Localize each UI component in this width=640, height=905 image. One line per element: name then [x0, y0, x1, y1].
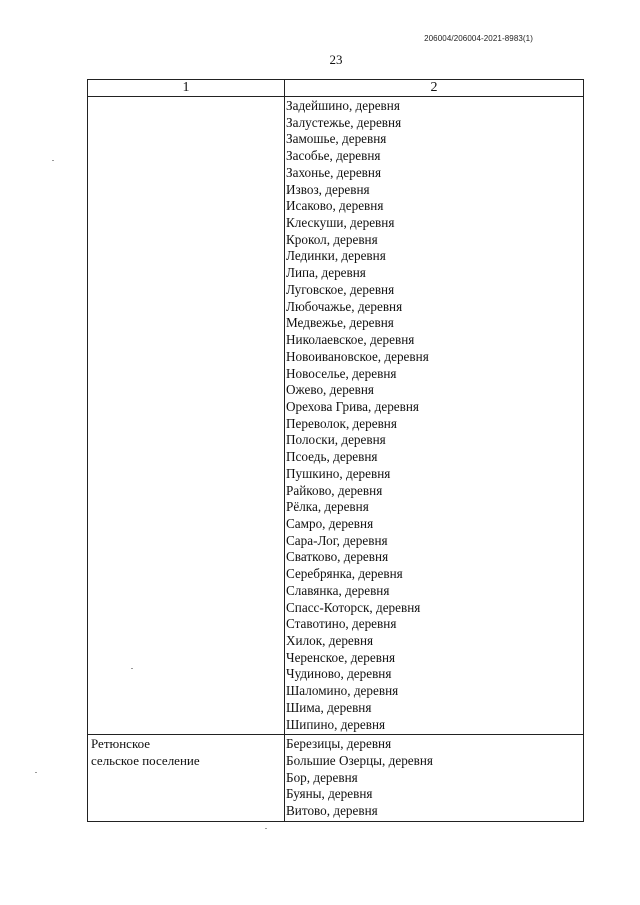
settlement-entry: Орехова Грива, деревня: [286, 398, 419, 414]
settlement-entry: Пушкино, деревня: [286, 465, 391, 481]
settlement-entry: Буяны, деревня: [286, 786, 373, 802]
settlement-entry: Черенское, деревня: [286, 649, 396, 665]
settlement-entry: Рёлка, деревня: [286, 499, 369, 515]
region-name: [88, 735, 284, 769]
settlement-entry: Новоивановское, деревня: [286, 348, 429, 364]
settlement-entry: Клескуши, деревня: [286, 215, 395, 231]
settlement-entry: Задейшино, деревня: [286, 98, 400, 113]
settlement-entry: Большие Озерцы, деревня: [286, 753, 434, 769]
column-header-2: 2: [285, 80, 584, 97]
settlement-entry: Луговское, деревня: [286, 281, 395, 297]
scan-speck: [52, 160, 54, 161]
settlements-table: [87, 79, 584, 822]
table-row: [88, 735, 584, 822]
settlement-entry: Залустежье, деревня: [286, 114, 402, 130]
settlement-entry: Переволок, деревня: [286, 415, 397, 431]
settlement-entry: Витово, деревня: [286, 803, 378, 819]
settlement-entry: Исаково, деревня: [286, 198, 384, 214]
column-header-1: 1: [88, 80, 285, 97]
settlement-entry: Медвежье, деревня: [286, 315, 394, 331]
settlement-entry: Шима, деревня: [286, 699, 372, 715]
settlements-cell: [285, 735, 584, 822]
settlement-entry: Шаломино, деревня: [286, 683, 399, 699]
settlement-entry: Захонье, деревня: [286, 164, 382, 180]
settlement-entry: Райково, деревня: [286, 482, 383, 498]
document-id: 206004/206004-2021-8983(1): [424, 34, 533, 43]
region-name-line: сельское поселение: [91, 753, 200, 769]
settlement-entry: Шипино, деревня: [286, 716, 386, 732]
settlement-entry: Хилок, деревня: [286, 633, 374, 648]
settlement-entry: Крокол, деревня: [286, 231, 378, 247]
settlement-entry: Замошье, деревня: [286, 131, 387, 147]
settlement-entry: Лединки, деревня: [286, 248, 386, 264]
table-row: [88, 97, 584, 735]
page-number: 23: [329, 52, 343, 67]
region-name: [88, 97, 284, 98]
table-body: [88, 97, 584, 822]
settlement-entry: Засобье, деревня: [286, 148, 381, 164]
scan-speck: [265, 828, 267, 829]
settlement-entry: Псоедь, деревня: [286, 449, 378, 465]
settlement-entry: Сара-Лог, деревня: [286, 532, 388, 548]
settlement-entry: Липа, деревня: [286, 265, 366, 281]
settlements-cell: [285, 97, 584, 735]
settlement-entry: Серебрянка, деревня: [286, 566, 403, 582]
settlement-list: [285, 735, 583, 821]
settlement-list: [285, 97, 583, 734]
region-cell: [88, 97, 285, 735]
settlement-entry: Любочажье, деревня: [286, 298, 403, 314]
settlement-entry: Сватково, деревня: [286, 549, 389, 565]
table-header-row: [88, 80, 584, 97]
region-name-line: Ретюнское: [91, 736, 151, 752]
settlement-entry: Спасс-Которск, деревня: [286, 599, 421, 615]
settlement-entry: Новоселье, деревня: [286, 365, 397, 381]
scan-speck: [131, 668, 133, 669]
settlement-entry: Ставотино, деревня: [286, 616, 397, 632]
settlement-entry: Извоз, деревня: [286, 181, 370, 197]
settlement-entry: Славянка, деревня: [286, 582, 390, 598]
scan-speck: [35, 772, 37, 773]
settlement-entry: Николаевское, деревня: [286, 332, 415, 348]
settlement-entry: Полоски, деревня: [286, 432, 386, 448]
settlement-entry: Чудиново, деревня: [286, 666, 392, 682]
settlement-entry: Самро, деревня: [286, 515, 374, 531]
settlement-entry: Ожево, деревня: [286, 382, 374, 398]
settlement-entry: Березицы, деревня: [286, 736, 392, 752]
region-cell: [88, 735, 285, 822]
settlement-entry: Бор, деревня: [286, 769, 358, 785]
